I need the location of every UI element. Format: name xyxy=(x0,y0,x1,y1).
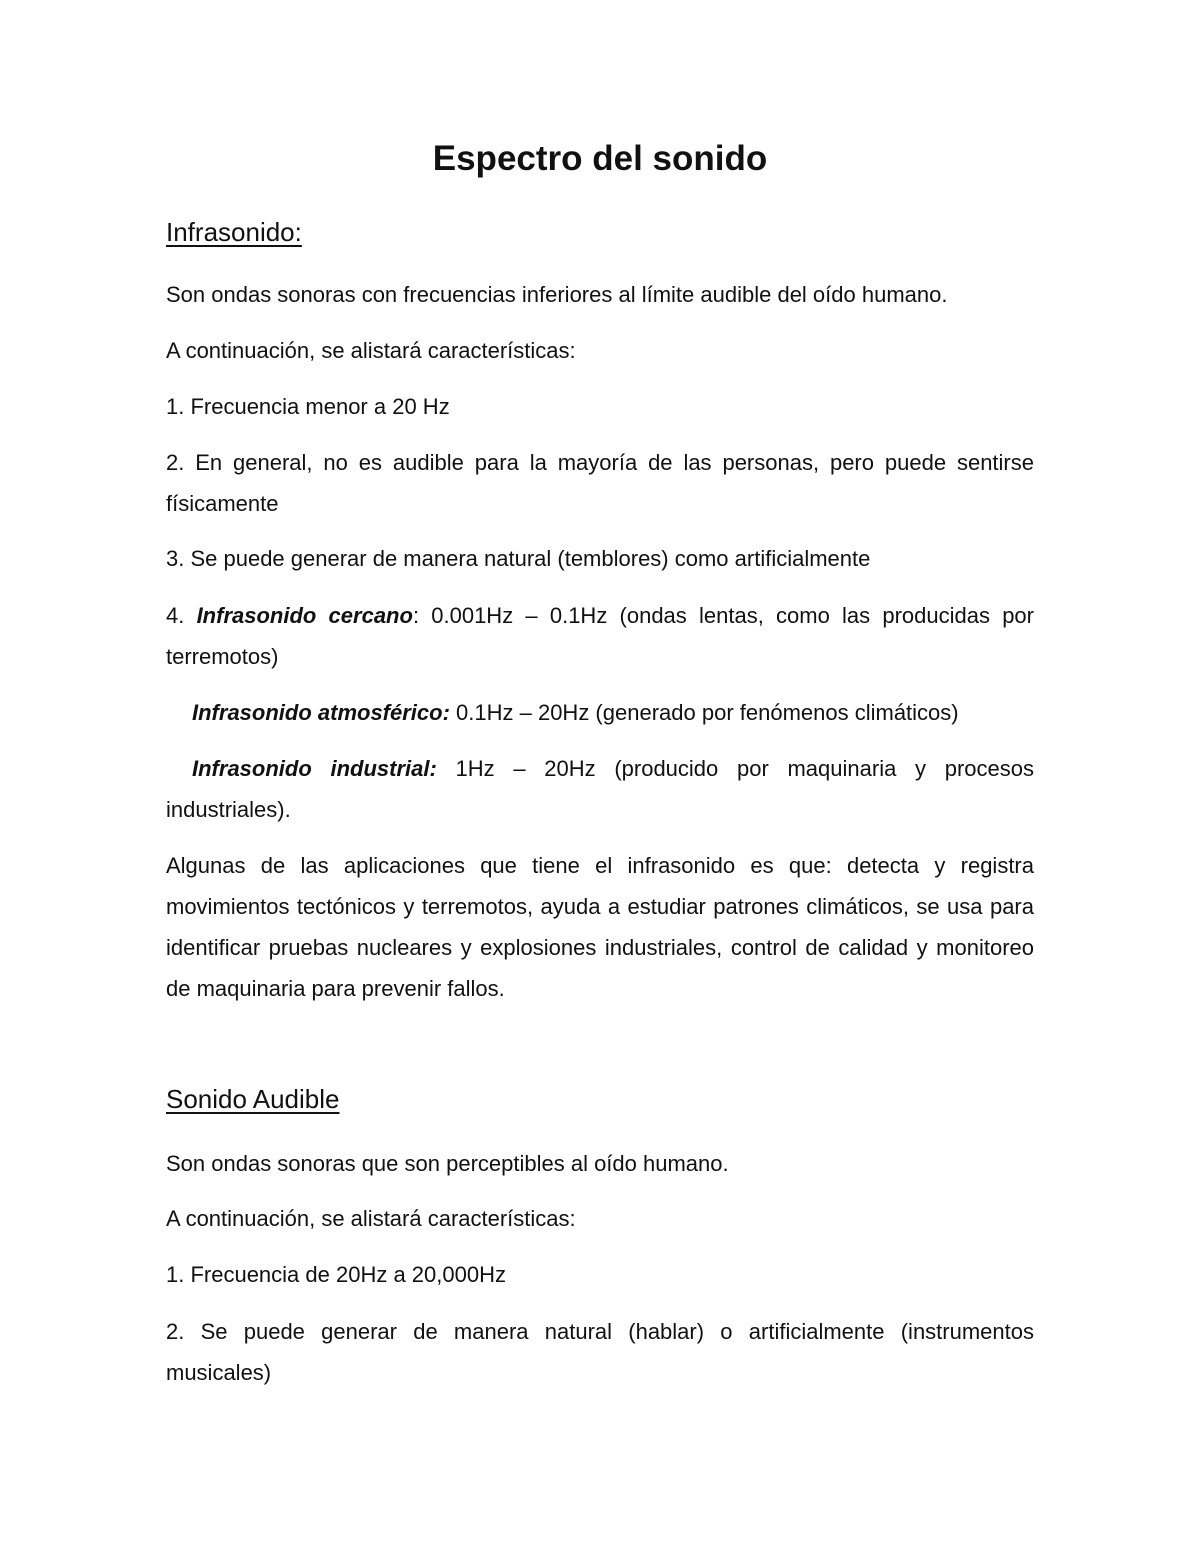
audible-item-1: 1. Frecuencia de 20Hz a 20,000Hz xyxy=(166,1262,506,1287)
item-4-description: : 0.001Hz – 0.1Hz (ondas lentas, como las producidas por terremotos) xyxy=(166,603,1034,669)
infrasonido-definition: Son ondas sonoras con frecuencias inferiores al límite audible del oído humano. xyxy=(166,282,948,307)
infrasonido-intro: A continuación, se alistará características: xyxy=(166,338,576,363)
infrasonido-item-1: 1. Frecuencia menor a 20 Hz xyxy=(166,394,450,419)
term-infrasonido-atmosferico: Infrasonido atmosférico: xyxy=(192,700,450,725)
industrial-description: 1Hz – 20Hz (producido por maquinaria y procesos industriales). xyxy=(166,756,1034,822)
document-title: Espectro del sonido xyxy=(432,139,768,178)
section-heading-infrasonido: Infrasonido: xyxy=(166,217,302,247)
infrasonido-aplicaciones: Algunas de las aplicaciones que tiene el infrasonido es que: detecta y registra movimientos tectónicos y terremotos, ayuda a estudiar patrones climáticos, se usa para identificar pruebas nucleares y explosiones industriales, control de calidad y monitoreo de maquinaria para prevenir fallos. xyxy=(166,853,1034,1001)
infrasonido-atmosferico xyxy=(166,692,1034,733)
audible-item-2: 2. Se puede generar de manera natural (hablar) o artificialmente (instrumentos musicales) xyxy=(166,1319,1034,1385)
audible-definition: Son ondas sonoras que son perceptibles al oído humano. xyxy=(166,1151,729,1176)
infrasonido-item-3: 3. Se puede generar de manera natural (temblores) como artificialmente xyxy=(166,546,871,571)
term-infrasonido-industrial: Infrasonido industrial: xyxy=(192,756,437,781)
term-infrasonido-cercano: Infrasonido cercano xyxy=(196,603,413,628)
infrasonido-item-2: 2. En general, no es audible para la mayoría de las personas, pero puede sentirse físicamente xyxy=(166,450,1034,516)
item-4-number: 4. xyxy=(166,603,197,628)
audible-intro: A continuación, se alistará características: xyxy=(166,1206,576,1231)
section-heading-sonido-audible: Sonido Audible xyxy=(166,1084,340,1114)
atmosferico-description: 0.1Hz – 20Hz (generado por fenómenos climáticos) xyxy=(449,700,959,725)
infrasonido-industrial xyxy=(166,748,1034,830)
infrasonido-item-4 xyxy=(166,595,1034,677)
